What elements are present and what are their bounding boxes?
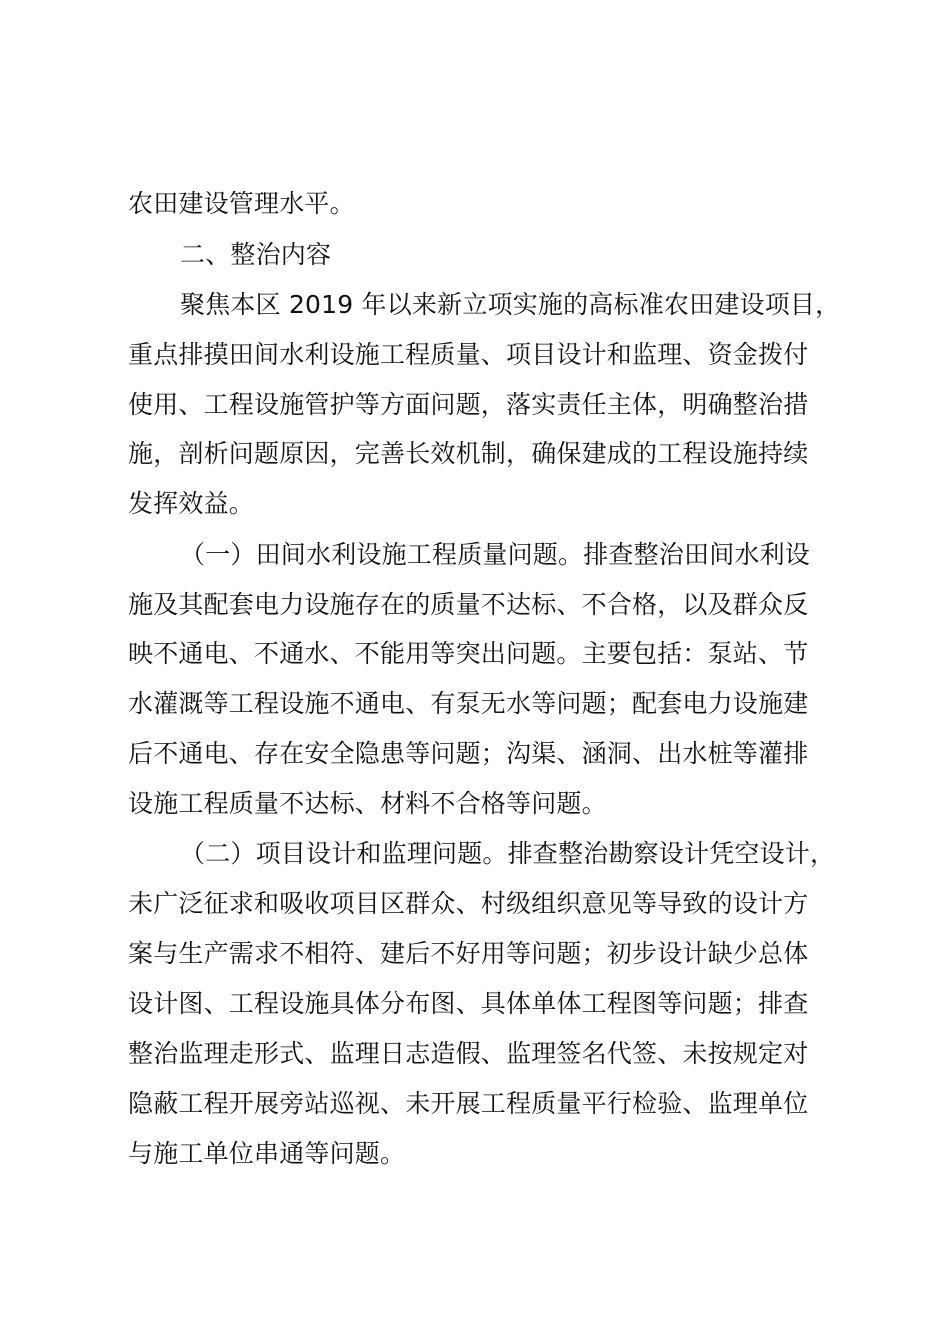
paragraph-line: 使用、工程设施管护等方面问题，落实责任主体，明确整治措 [128, 390, 809, 419]
section-heading: 二、整治内容 [180, 240, 332, 269]
paragraph-line: 发挥效益。 [128, 489, 255, 518]
paragraph-line: 聚焦本区 2019 年以来新立项实施的高标准农田建设项目， [180, 290, 841, 319]
paragraph-line: 隐蔽工程开展旁站巡视、未开展工程质量平行检验、监理单位 [128, 1089, 809, 1118]
paragraph-line: 重点排摸田间水利设施工程质量、项目设计和监理、资金拨付 [128, 340, 809, 369]
paragraph-line: 整治监理走形式、监理日志造假、监理签名代签、未按规定对 [128, 1039, 809, 1068]
paragraph-line: 设施工程质量不达标、材料不合格等问题。 [128, 789, 607, 818]
paragraph-line: 农田建设管理水平。 [128, 189, 355, 218]
paragraph-line: 水灌溉等工程设施不通电、有泵无水等问题；配套电力设施建 [128, 689, 809, 718]
paragraph-line: 施，剖析问题原因，完善长效机制，确保建成的工程设施持续 [128, 439, 809, 468]
paragraph-line: （一）田间水利设施工程质量问题。排查整治田间水利设 [180, 540, 811, 569]
paragraph-line: 案与生产需求不相符、建后不好用等问题；初步设计缺少总体 [128, 939, 809, 968]
paragraph-line: 施及其配套电力设施存在的质量不达标、不合格，以及群众反 [128, 590, 809, 619]
paragraph-line: 与施工单位串通等问题。 [128, 1139, 406, 1168]
paragraph-line: 设计图、工程设施具体分布图、具体单体工程图等问题；排查 [128, 989, 809, 1018]
paragraph-line: 后不通电、存在安全隐患等问题；沟渠、涵洞、出水桩等灌排 [128, 739, 809, 768]
paragraph-line: （二）项目设计和监理问题。排查整治勘察设计凭空设计， [180, 839, 836, 868]
paragraph-line: 未广泛征求和吸收项目区群众、村级组织意见等导致的设计方 [128, 889, 809, 918]
paragraph-line: 映不通电、不通水、不能用等突出问题。主要包括：泵站、节 [128, 639, 809, 668]
